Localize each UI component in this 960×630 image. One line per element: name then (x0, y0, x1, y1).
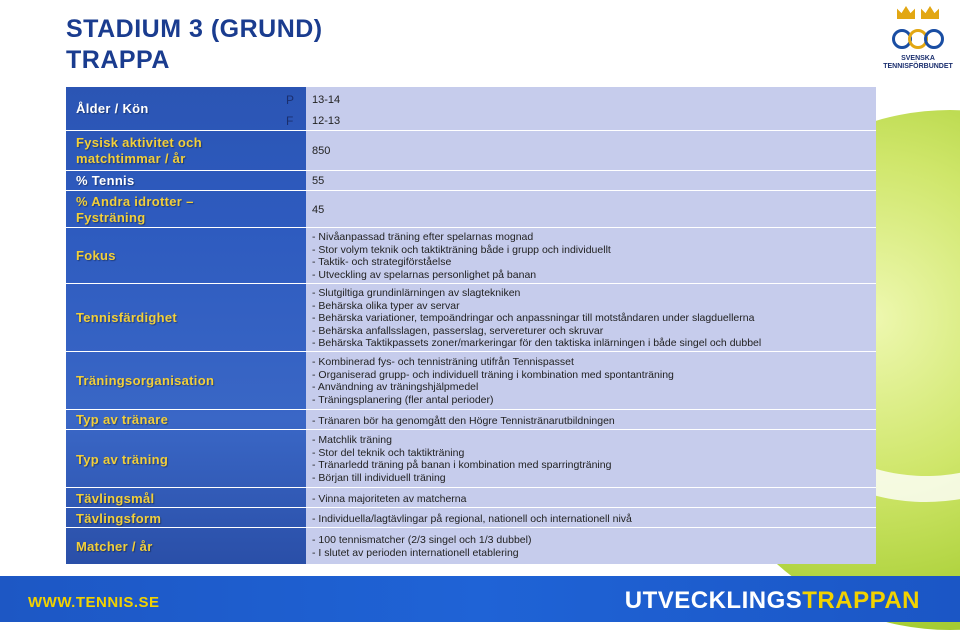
stage-table (66, 86, 876, 564)
row-label: % Andra idrotter – Fysträning (76, 194, 194, 225)
row-label: Ålder / Kön (76, 101, 149, 116)
row-label: Tävlingsmål (76, 491, 155, 506)
bullet-line: - Användning av träningshjälpmedel (312, 381, 479, 393)
row-value (312, 231, 876, 281)
gender-key: F (286, 114, 294, 128)
bullet-line: - Träningsplanering (fler antal perioder) (312, 393, 494, 406)
table-row (66, 283, 876, 352)
federation-logo (880, 4, 956, 71)
table-row (66, 190, 876, 228)
bullet-line: - Nivåanpassad träning efter spelarnas mognad (312, 231, 534, 243)
crowns-icon (880, 6, 956, 19)
title-line: TRAPPA (66, 46, 170, 74)
bullet-line: - Matchlik träning (312, 434, 392, 446)
bullet-line: - I slutet av perioden internationell etablering (312, 546, 519, 559)
row-value (312, 434, 876, 484)
footer-bar (0, 576, 960, 622)
table-row (66, 86, 876, 131)
bullet-line: - 100 tennismatcher (2/3 singel och 1/3 dubbel) (312, 534, 532, 546)
table-row (66, 527, 876, 565)
row-label: Matcher / år (76, 539, 153, 554)
bullet-line: - Slutgiltiga grundinlärningen av slagtekniken (312, 287, 521, 299)
row-label: Tävlingsform (76, 511, 162, 526)
brand-wordmark (625, 587, 920, 615)
brand-part-yellow: TRAPPAN (802, 587, 920, 614)
row-value: 850 (312, 145, 331, 157)
bullet-line: - Kombinerad fys- och tennisträning utifrån Tennispasset (312, 356, 574, 368)
bullet-line: - Behärska variationer, tempoändringar och anpassningar till motståndaren under slagduellerna (312, 312, 755, 324)
row-label: % Tennis (76, 173, 135, 188)
table-row (66, 487, 876, 508)
row-value: - Tränaren bör ha genomgått den Högre Tennistränarutbildningen (312, 415, 615, 427)
row-label: Fokus (76, 248, 116, 263)
row-value: 12-13 (312, 115, 341, 127)
table-row (66, 351, 876, 410)
bullet-line: - Behärska olika typer av servar (312, 299, 460, 312)
brand-part-white: UTVECKLINGS (624, 587, 803, 614)
bullet-line: - Stor volym teknik och taktikträning både i grupp och individuellt (312, 243, 611, 256)
row-label: Typ av tränare (76, 412, 169, 427)
bullet-line: - Stor del teknik och taktikträning (312, 446, 465, 459)
row-value (312, 287, 876, 350)
bullet-line: - Behärska Taktikpassets zoner/markeringar för den taktiska inlärningen i både singel och dubbel (312, 337, 762, 349)
title-line: STADIUM 3 (GRUND) (66, 15, 323, 43)
table-row (66, 409, 876, 430)
row-label: Typ av träning (76, 452, 169, 467)
logo-text: SVENSKA TENNISFÖRBUNDET (883, 55, 953, 70)
row-value: - Individuella/lagtävlingar på regional, nationell och internationell nivå (312, 513, 632, 525)
row-value: 55 (312, 175, 325, 187)
row-value (312, 534, 876, 559)
row-value: 13-14 (312, 94, 341, 106)
row-label: Tennisfärdighet (76, 310, 178, 325)
table-row (66, 429, 876, 488)
bullet-line: - Utveckling av spelarnas personlighet på banan (312, 268, 537, 281)
bullet-line: - Behärska anfallsslagen, passerslag, servereturer och skruvar (312, 324, 604, 337)
row-label: Träningsorganisation (76, 373, 215, 388)
row-value (312, 356, 876, 406)
bullet-line: - Tränarledd träning på banan i kombination med sparringträning (312, 459, 612, 471)
rings-icon (880, 29, 956, 49)
row-value: - Vinna majoriteten av matcherna (312, 493, 467, 505)
table-row (66, 507, 876, 528)
page-title (66, 14, 323, 76)
bullet-line: - Taktik- och strategiförståelse (312, 256, 452, 268)
bullet-line: - Organiserad grupp- och individuell träning i kombination med spontanträning (312, 368, 674, 381)
row-value: 45 (312, 204, 325, 216)
gender-key: P (286, 93, 295, 107)
table-row (66, 130, 876, 171)
table-row (66, 170, 876, 191)
row-label: Fysisk aktivitet och matchtimmar / år (76, 135, 202, 166)
website-link[interactable]: WWW.TENNIS.SE (28, 594, 160, 611)
table-row (66, 227, 876, 284)
bullet-line: - Början till individuell träning (312, 471, 446, 484)
